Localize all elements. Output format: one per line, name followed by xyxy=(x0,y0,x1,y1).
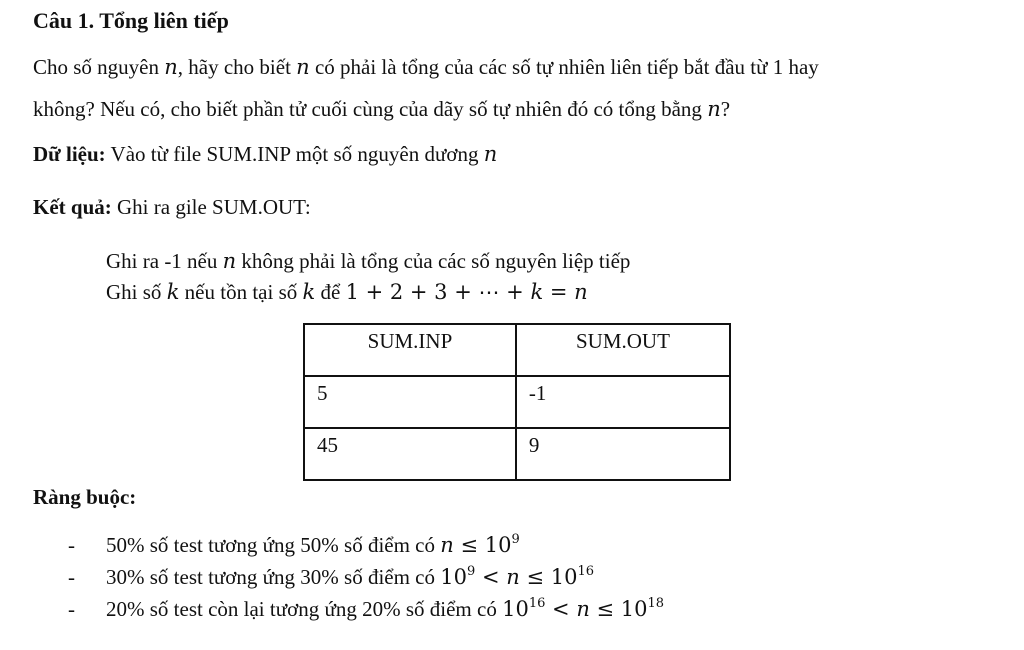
variable-n: n xyxy=(506,565,520,589)
list-dash: - xyxy=(68,597,75,621)
intro-line-1 xyxy=(33,54,819,80)
constraint-text: 50% số test tương ứng 50% số điểm có xyxy=(106,533,441,557)
output-section xyxy=(33,194,311,220)
constraints-label: Ràng buộc: xyxy=(33,485,137,509)
list-dash: - xyxy=(68,533,75,557)
output-text: Ghi số xyxy=(106,280,167,304)
intro-text: ? xyxy=(720,97,731,121)
table-cell-input: 45 xyxy=(304,428,516,480)
exponent: 16 xyxy=(528,596,546,611)
output-label: Kết quả: xyxy=(33,195,112,219)
exponent: 9 xyxy=(467,564,476,579)
table-cell-output: 9 xyxy=(516,428,730,480)
variable-n: n xyxy=(483,142,498,166)
variable-n: n xyxy=(574,280,588,304)
variable-k: k xyxy=(302,280,316,304)
output-line-2 xyxy=(106,279,588,305)
constraint-math: ≤ 10 xyxy=(589,597,648,621)
output-text: Ghi ra gile SUM.OUT: xyxy=(111,195,311,219)
table-row xyxy=(304,376,730,428)
constraint-math xyxy=(440,565,506,589)
constraint-math xyxy=(502,597,576,621)
variable-k: k xyxy=(166,280,180,304)
example-table xyxy=(303,323,731,481)
table-cell-output: -1 xyxy=(516,376,730,428)
output-line-1 xyxy=(106,248,630,274)
variable-n: n xyxy=(707,97,721,121)
output-text: Ghi ra -1 nếu xyxy=(106,249,223,273)
input-label: Dữ liệu: xyxy=(33,142,106,166)
intro-line-2 xyxy=(33,96,730,122)
constraint-math xyxy=(590,597,664,621)
output-text: không phải là tổng của các số nguyên liệp tiếp xyxy=(236,249,631,273)
table-header-input: SUM.INP xyxy=(304,324,516,376)
variable-n: n xyxy=(296,55,310,79)
constraint-text: 30% số test tương ứng 30% số điểm có xyxy=(106,565,441,589)
exponent: 18 xyxy=(647,596,665,611)
table-header-row xyxy=(304,324,730,376)
equals-sign: = xyxy=(543,280,575,304)
variable-n: n xyxy=(222,249,237,273)
page-title: Câu 1. Tổng liên tiếp xyxy=(33,8,229,33)
output-text: nếu tồn tại số xyxy=(179,280,303,304)
list-dash: - xyxy=(68,565,75,589)
table-cell-input: 5 xyxy=(304,376,516,428)
constraint-math: ≤ 10 xyxy=(519,565,578,589)
constraint-item-1 xyxy=(106,532,520,558)
output-text: để xyxy=(315,280,346,304)
intro-text: Cho số nguyên xyxy=(33,55,165,79)
constraint-math: 10 xyxy=(502,597,529,621)
constraint-math xyxy=(454,533,520,557)
constraint-item-2 xyxy=(106,564,594,590)
variable-n: n xyxy=(164,55,178,79)
sum-formula: 1 + 2 + 3 + ⋯ + xyxy=(345,280,531,304)
constraint-math: < xyxy=(475,565,507,589)
input-text: Vào từ file SUM.INP một số nguyên dương xyxy=(105,142,484,166)
input-section xyxy=(33,141,497,167)
exponent: 16 xyxy=(577,564,594,579)
table-row xyxy=(304,428,730,480)
intro-text: không? Nếu có, cho biết phần tử cuối cùng của dãy số tự nhiên đó có tổng bằng xyxy=(33,97,708,121)
constraint-item-3 xyxy=(106,596,664,622)
intro-text: , hãy cho biết xyxy=(177,55,297,79)
variable-n: n xyxy=(440,533,454,557)
exponent: 9 xyxy=(511,532,520,547)
constraint-math: 10 xyxy=(440,565,467,589)
intro-text: có phải là tổng của các số tự nhiên liên tiếp bắt đầu từ 1 hay xyxy=(309,55,819,79)
variable-n: n xyxy=(576,597,590,621)
constraint-math xyxy=(520,565,594,589)
constraint-math: < xyxy=(545,597,577,621)
constraint-text: 20% số test còn lại tương ứng 20% số điểm có xyxy=(106,597,503,621)
table-header-output: SUM.OUT xyxy=(516,324,730,376)
variable-k: k xyxy=(530,280,544,304)
constraint-math: ≤ 10 xyxy=(460,533,512,557)
